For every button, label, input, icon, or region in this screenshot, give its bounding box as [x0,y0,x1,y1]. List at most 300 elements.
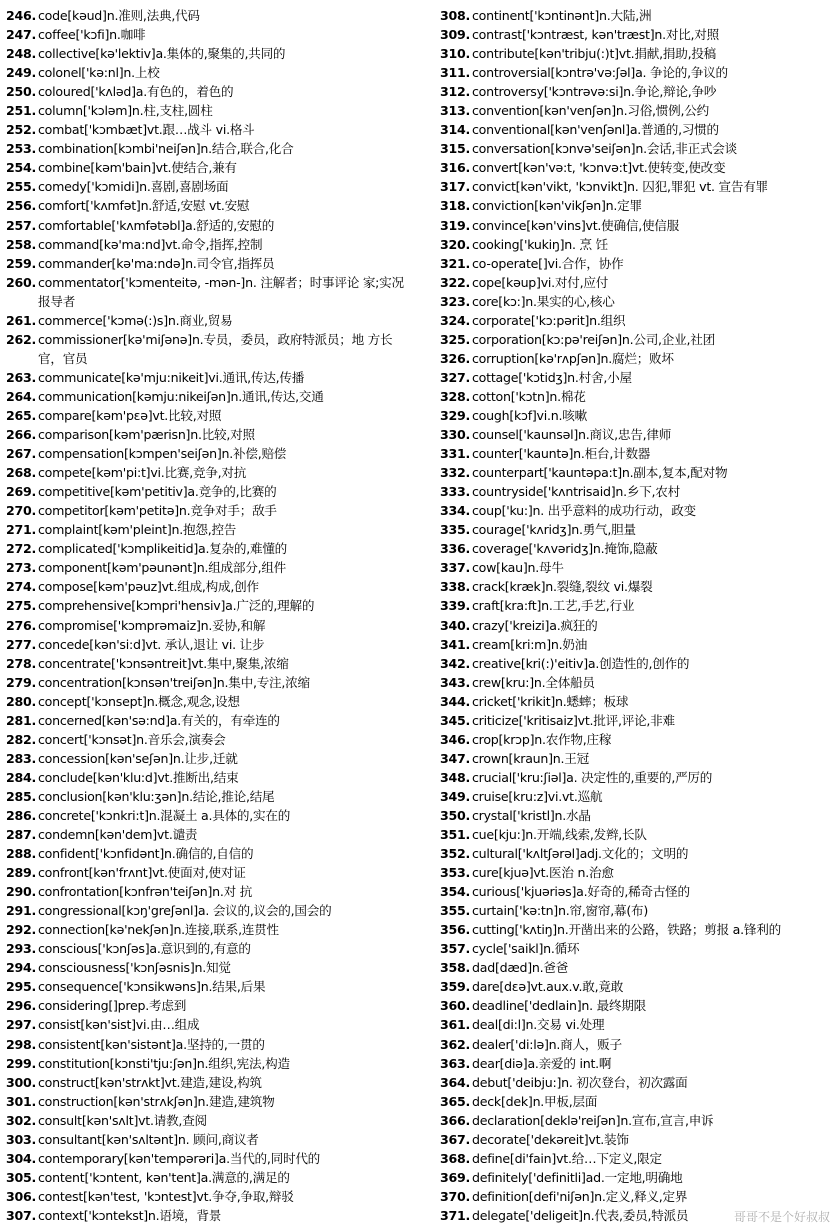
entry-text: criticize['kritisaiz]vt.批评,评论,非难 [472,712,675,728]
vocab-entry [440,330,832,349]
entry-number: 294. [6,960,37,976]
entry-text: convince[kən'vins]vt.使确信,使信服 [472,217,679,233]
entry-number: 330. [440,427,471,443]
entry-number: 301. [6,1093,37,1109]
entry-number: 370. [440,1188,471,1204]
vocab-entry [6,501,414,520]
entry-text: counter['kauntə]n.柜台,计数器 [472,446,651,462]
entry-number: 307. [6,1207,37,1223]
entry-text: conscious['kɔnʃəs]a.意识到的,有意的 [38,941,251,957]
entry-number: 362. [440,1036,471,1052]
entry-number: 351. [440,827,471,843]
entry-number: 260. [6,274,37,290]
entry-number: 356. [440,922,471,938]
vocab-entry [6,1130,414,1149]
entry-text: commentator['kɔmenteitə, -mən-]n. 注解者；时事评论 家;实况报导者 [38,274,404,309]
vocab-entry [6,520,414,539]
vocab-entry [6,177,414,196]
vocab-entry [440,882,832,901]
entry-text: cure[kjuə]vt.医治 n.治愈 [472,865,614,881]
vocab-entry [440,1092,832,1111]
entry-text: dealer['di:lə]n.商人，贩子 [472,1036,622,1052]
entry-text: concrete['kɔnkri:t]n.混凝土 a.具体的,实在的 [38,807,291,823]
entry-text: cultural['kʌltʃərəl]adj.文化的；文明的 [472,846,689,862]
vocab-entry [6,654,414,673]
entry-number: 288. [6,846,37,862]
entry-text: deck[dek]n.甲板,层面 [472,1093,598,1109]
entry-number: 285. [6,788,37,804]
vocab-entry [6,63,414,82]
vocab-entry [440,939,832,958]
vocab-entry [6,616,414,635]
vocab-entry [440,749,832,768]
entry-number: 333. [440,484,471,500]
vocab-entry [6,882,414,901]
entry-number: 335. [440,522,471,538]
vocab-entry [6,749,414,768]
entry-text: content['kɔntent, kən'tent]a.满意的,满足的 [38,1169,290,1185]
entry-number: 271. [6,522,37,538]
entry-text: conventional[kən'venʃənl]a.普通的,习惯的 [472,122,719,138]
vocab-entry [440,787,832,806]
entry-text: command[kə'ma:nd]vt.命令,指挥,控制 [38,236,263,252]
entry-text: courage['kʌridʒ]n.勇气,胆量 [472,522,636,538]
vocab-entry [6,196,414,215]
entry-text: compare[kəm'pɛə]vt.比较,对照 [38,407,222,423]
entry-text: column['kɔləm]n.柱,支柱,圆柱 [38,103,213,119]
entry-number: 299. [6,1055,37,1071]
entry-text: crew[kru:]n.全体船员 [472,674,595,690]
entry-number: 346. [440,731,471,747]
vocab-entry [440,368,832,387]
entry-text: definitely['definitli]ad.一定地,明确地 [472,1169,683,1185]
vocab-entry [6,425,414,444]
entry-number: 276. [6,617,37,633]
entry-number: 268. [6,465,37,481]
vocab-entry [440,292,832,311]
entry-number: 312. [440,84,471,100]
entry-number: 303. [6,1131,37,1147]
entry-number: 273. [6,560,37,576]
entry-text: crazy['kreizi]a.疯狂的 [472,617,598,633]
vocab-entry [440,539,832,558]
entry-number: 342. [440,655,471,671]
vocab-entry [6,1092,414,1111]
vocab-entry [6,1073,414,1092]
vocab-entry [6,482,414,501]
entry-number: 305. [6,1169,37,1185]
entry-number: 321. [440,255,471,271]
entry-text: countryside['kʌntrisaid]n.乡下,农村 [472,484,680,500]
vocab-entry [440,863,832,882]
entry-number: 256. [6,198,37,214]
entry-text: dear[diə]a.亲爱的 int.啊 [472,1055,612,1071]
entry-text: conversation[kɔnvə'seiʃən]n.会话,非正式会谈 [472,141,737,157]
entry-text: colonel['kə:nl]n.上校 [38,65,160,81]
entry-text: considering[]prep.考虑到 [38,998,187,1014]
entry-text: combine[kəm'bain]vt.使结合,兼有 [38,160,237,176]
entry-text: compromise['kɔmprəmaiz]n.妥协,和解 [38,617,266,633]
entry-text: corruption[kə'rʌpʃən]n.腐烂；败坏 [472,350,674,366]
entry-number: 323. [440,293,471,309]
vocab-entry [440,254,832,273]
entry-number: 339. [440,598,471,614]
vocab-entry [440,730,832,749]
vocab-entry [440,311,832,330]
vocab-entry [6,958,414,977]
entry-text: conclusion[kən'klu:ʒən]n.结论,推论,结尾 [38,788,275,804]
entry-number: 280. [6,693,37,709]
vocab-entry [6,311,414,330]
entry-number: 282. [6,731,37,747]
entry-text: cream[kri:m]n.奶油 [472,636,588,652]
vocab-entry [6,558,414,577]
entry-number: 281. [6,712,37,728]
vocab-entry [440,1015,832,1034]
vocab-entry [440,596,832,615]
entry-text: commissioner[kə'miʃənə]n.专员，委员，政府特派员；地 方长官，官员 [38,331,393,366]
entry-number: 267. [6,446,37,462]
entry-text: consciousness['kɔnʃəsnis]n.知觉 [38,960,231,976]
entry-number: 287. [6,827,37,843]
entry-number: 255. [6,179,37,195]
entry-number: 262. [6,331,37,347]
vocab-entry [6,1206,414,1225]
vocab-entry [440,1035,832,1054]
vocab-entry [6,768,414,787]
entry-number: 308. [440,8,471,23]
entry-number: 320. [440,236,471,252]
vocab-entry [440,139,832,158]
entry-text: confrontation[kɔnfrən'teiʃən]n.对 抗 [38,884,253,900]
vocab-entry [440,520,832,539]
vocab-entry [440,44,832,63]
vocab-entry [440,558,832,577]
vocab-entry [6,844,414,863]
entry-text: cycle['saikl]n.循环 [472,941,580,957]
entry-text: consultant[kən'sʌltənt]n. 顾问,商议者 [38,1131,259,1147]
entry-text: compensation[kɔmpen'seiʃən]n.补偿,赔偿 [38,446,287,462]
vocab-entry [6,730,414,749]
entry-number: 360. [440,998,471,1014]
vocab-entry [6,1054,414,1073]
entry-text: compose[kəm'pəuz]vt.组成,构成,创作 [38,579,259,595]
vocab-entry [440,825,832,844]
vocab-entry [6,25,414,44]
vocab-entry [440,501,832,520]
vocab-entry [440,1111,832,1130]
entry-number: 270. [6,503,37,519]
entry-text: cricket['krikit]n.蟋蟀；板球 [472,693,629,709]
vocab-entry [6,101,414,120]
entry-text: construct[kən'strʌkt]vt.建造,建设,构筑 [38,1074,262,1090]
entry-number: 325. [440,331,471,347]
entry-number: 345. [440,712,471,728]
vocab-entry [440,463,832,482]
vocab-entry [440,120,832,139]
entry-text: cooking['kukiŋ]n. 烹 饪 [472,236,608,252]
entry-text: crop[krɔp]n.农作物,庄稼 [472,731,612,747]
entry-number: 353. [440,865,471,881]
entry-number: 295. [6,979,37,995]
vocab-entry [6,1111,414,1130]
vocab-entry [6,635,414,654]
vocab-entry [6,711,414,730]
entry-number: 309. [440,27,471,43]
vocab-entry [6,787,414,806]
entry-text: confident['kɔnfidənt]n.确信的,自信的 [38,846,254,862]
entry-text: concentration[kɔnsən'treiʃən]n.集中,专注,浓缩 [38,674,310,690]
entry-number: 367. [440,1131,471,1147]
entry-number: 315. [440,141,471,157]
vocab-entry [440,444,832,463]
entry-number: 266. [6,427,37,443]
entry-text: continent['kɔntinənt]n.大陆,洲 [472,8,652,23]
entry-number: 300. [6,1074,37,1090]
vocab-entry [440,6,832,25]
entry-number: 354. [440,884,471,900]
entry-number: 327. [440,369,471,385]
entry-text: corporate['kɔ:pərit]n.组织 [472,312,626,328]
entry-text: collective[kə'lektiv]a.集体的,聚集的,共同的 [38,46,286,62]
entry-text: consult[kən'sʌlt]vt.请教,查阅 [38,1112,207,1128]
entry-number: 278. [6,655,37,671]
entry-text: contest[kən'test, 'kɔntest]vt.争夺,争取,辩驳 [38,1188,294,1204]
entry-number: 368. [440,1150,471,1166]
entry-number: 358. [440,960,471,976]
vocab-entry [6,920,414,939]
entry-text: dad[dæd]n.爸爸 [472,960,569,976]
entry-number: 337. [440,560,471,576]
vocab-entry [440,958,832,977]
entry-text: cow[kau]n.母牛 [472,560,564,576]
vocab-entry [6,406,414,425]
entry-text: comedy['kɔmidi]n.喜剧,喜剧场面 [38,179,229,195]
entry-number: 259. [6,255,37,271]
entry-number: 306. [6,1188,37,1204]
entry-number: 277. [6,636,37,652]
entry-text: coloured['kʌləd]a.有色的，着色的 [38,84,234,100]
entry-number: 283. [6,750,37,766]
vocab-entry [440,901,832,920]
entry-number: 264. [6,388,37,404]
entry-text: counterpart['kauntəpa:t]n.副本,复本,配对物 [472,465,728,481]
vocab-entry [6,1149,414,1168]
entry-text: compete[kəm'pi:t]vi.比赛,竞争,对抗 [38,465,247,481]
entry-text: consequence['kɔnsikwəns]n.结果,后果 [38,979,266,995]
entry-text: coffee['kɔfi]n.咖啡 [38,27,146,43]
entry-number: 253. [6,141,37,157]
vocab-entry [6,235,414,254]
entry-text: concerned[kən'sə:nd]a.有关的，有牵连的 [38,712,280,728]
entry-text: debut['deibju:]n. 初次登台，初次露面 [472,1074,688,1090]
entry-text: cough[kɔf]vi.n.咳嗽 [472,407,587,423]
entry-text: code[kəud]n.准则,法典,代码 [38,8,200,23]
vocab-entry [440,616,832,635]
entry-number: 286. [6,807,37,823]
entry-text: consistent[kən'sistənt]a.坚持的,一贯的 [38,1036,265,1052]
entry-number: 314. [440,122,471,138]
entry-number: 258. [6,236,37,252]
vocab-entry [440,1054,832,1073]
entry-number: 359. [440,979,471,995]
vocab-entry [6,1168,414,1187]
vocab-entry [6,120,414,139]
entry-text: comfort['kʌmfət]n.舒适,安慰 vt.安慰 [38,198,250,214]
entry-number: 269. [6,484,37,500]
vocab-entry [6,577,414,596]
entry-number: 357. [440,941,471,957]
entry-text: conviction[kən'vikʃən]n.定罪 [472,198,642,214]
vocab-entry [440,63,832,82]
entry-number: 336. [440,541,471,557]
entry-text: concert['kɔnsət]n.音乐会,演奏会 [38,731,226,747]
vocab-entry [440,711,832,730]
entry-number: 332. [440,465,471,481]
entry-number: 334. [440,503,471,519]
entry-number: 322. [440,274,471,290]
entry-number: 355. [440,903,471,919]
entry-text: counsel['kaunsəl]n.商议,忠告,律师 [472,427,672,443]
entry-text: concession[kən'seʃən]n.让步,迁就 [38,750,238,766]
entry-text: combat['kɔmbæt]vt.跟…战斗 vi.格斗 [38,122,255,138]
entry-text: combination[kɔmbi'neiʃən]n.结合,联合,化合 [38,141,294,157]
entry-number: 371. [440,1207,471,1223]
entry-text: deal[di:l]n.交易 vi.处理 [472,1017,605,1033]
vocab-entry [6,368,414,387]
entry-number: 291. [6,903,37,919]
entry-text: corporation[kɔ:pə'reiʃən]n.公司,企业,社团 [472,331,715,347]
vocab-entry [6,596,414,615]
vocab-entry [440,273,832,292]
entry-text: core[kɔ:]n.果实的心,核心 [472,293,615,309]
entry-number: 274. [6,579,37,595]
entry-text: coup['ku:]n. 出乎意料的成功行动，政变 [472,503,696,519]
entry-text: concept['kɔnsept]n.概念,观念,设想 [38,693,240,709]
vocab-entry [440,806,832,825]
entry-number: 296. [6,998,37,1014]
vocab-entry [6,139,414,158]
entry-number: 347. [440,750,471,766]
entry-number: 263. [6,369,37,385]
entry-number: 338. [440,579,471,595]
entry-number: 350. [440,807,471,823]
entry-number: 247. [6,27,37,43]
entry-number: 331. [440,446,471,462]
vocab-entry [440,654,832,673]
vocab-entry [6,939,414,958]
vocab-entry [6,901,414,920]
entry-text: congressional[kɔŋ'greʃənl]a. 会议的,议会的,国会的 [38,903,332,919]
entry-number: 293. [6,941,37,957]
entry-text: declaration[deklə'reiʃən]n.宣布,宣言,申诉 [472,1112,714,1128]
entry-text: condemn[kən'dem]vt.谴责 [38,827,198,843]
vocab-entry [6,806,414,825]
entry-number: 297. [6,1017,37,1033]
vocab-entry [440,101,832,120]
entry-text: controversy['kɔntrəvə:si]n.争论,辩论,争吵 [472,84,717,100]
entry-number: 272. [6,541,37,557]
entry-number: 292. [6,922,37,938]
entry-number: 304. [6,1150,37,1166]
entry-text: communication[kəmju:nikeiʃən]n.通讯,传达,交通 [38,388,324,404]
vocab-entry [440,235,832,254]
vocab-entry [440,349,832,368]
entry-text: define[di'fain]vt.给…下定义,限定 [472,1150,662,1166]
vocab-entry [440,1130,832,1149]
vocab-entry [440,196,832,215]
entry-number: 366. [440,1112,471,1128]
left-column [6,6,414,1225]
vocab-entry [440,406,832,425]
vocab-entry [440,692,832,711]
entry-text: contemporary[kən'tempərəri]a.当代的,同时代的 [38,1150,321,1166]
vocab-entry [440,635,832,654]
vocab-entry [6,387,414,406]
entry-number: 324. [440,312,471,328]
entry-number: 279. [6,674,37,690]
entry-number: 254. [6,160,37,176]
vocab-entry [6,539,414,558]
entry-text: comfortable['kʌmfətəbl]a.舒适的,安慰的 [38,217,275,233]
entry-number: 352. [440,846,471,862]
entry-text: cue[kju:]n.开端,线索,发辫,长队 [472,827,647,843]
entry-number: 348. [440,769,471,785]
vocab-entry [6,1015,414,1034]
entry-number: 246. [6,8,37,23]
vocab-entry [6,863,414,882]
entry-number: 290. [6,884,37,900]
watermark: 哥哥不是个好叔叔 [733,1210,830,1224]
vocab-entry [6,977,414,996]
entry-text: cope[kəup]vi.对付,应付 [472,274,609,290]
vocab-entry [6,444,414,463]
entry-number: 284. [6,769,37,785]
vocab-entry [6,463,414,482]
entry-number: 310. [440,46,471,62]
vocab-entry [6,254,414,273]
vocab-entry [440,177,832,196]
entry-number: 329. [440,407,471,423]
vocab-entry [6,1035,414,1054]
entry-text: dare[dɛə]vt.aux.v.敢,竟敢 [472,979,624,995]
entry-text: competitive[kəm'petitiv]a.竞争的,比赛的 [38,484,277,500]
entry-number: 344. [440,693,471,709]
vocab-entry [6,825,414,844]
vocab-entry [440,425,832,444]
entry-text: comprehensive[kɔmpri'hensiv]a.广泛的,理解的 [38,598,315,614]
vocab-entry [440,844,832,863]
entry-text: coverage['kʌvəridʒ]n.掩饰,隐蔽 [472,541,658,557]
entry-number: 349. [440,788,471,804]
entry-text: context['kɔntekst]n.语境，背景 [38,1207,222,1223]
entry-text: convention[kən'venʃən]n.习俗,惯例,公约 [472,103,709,119]
entry-number: 252. [6,122,37,138]
vocab-entry [440,387,832,406]
entry-number: 257. [6,217,37,233]
entry-text: concentrate['kɔnsəntreit]vt.集中,聚集,浓缩 [38,655,289,671]
entry-number: 369. [440,1169,471,1185]
vocab-entry [440,158,832,177]
entry-number: 326. [440,350,471,366]
entry-number: 364. [440,1074,471,1090]
entry-number: 328. [440,388,471,404]
vocab-entry [6,996,414,1015]
vocab-entry [6,158,414,177]
vocab-entry [6,6,414,25]
vocab-entry [440,82,832,101]
entry-text: cruise[kru:z]vi.vt.巡航 [472,788,603,804]
